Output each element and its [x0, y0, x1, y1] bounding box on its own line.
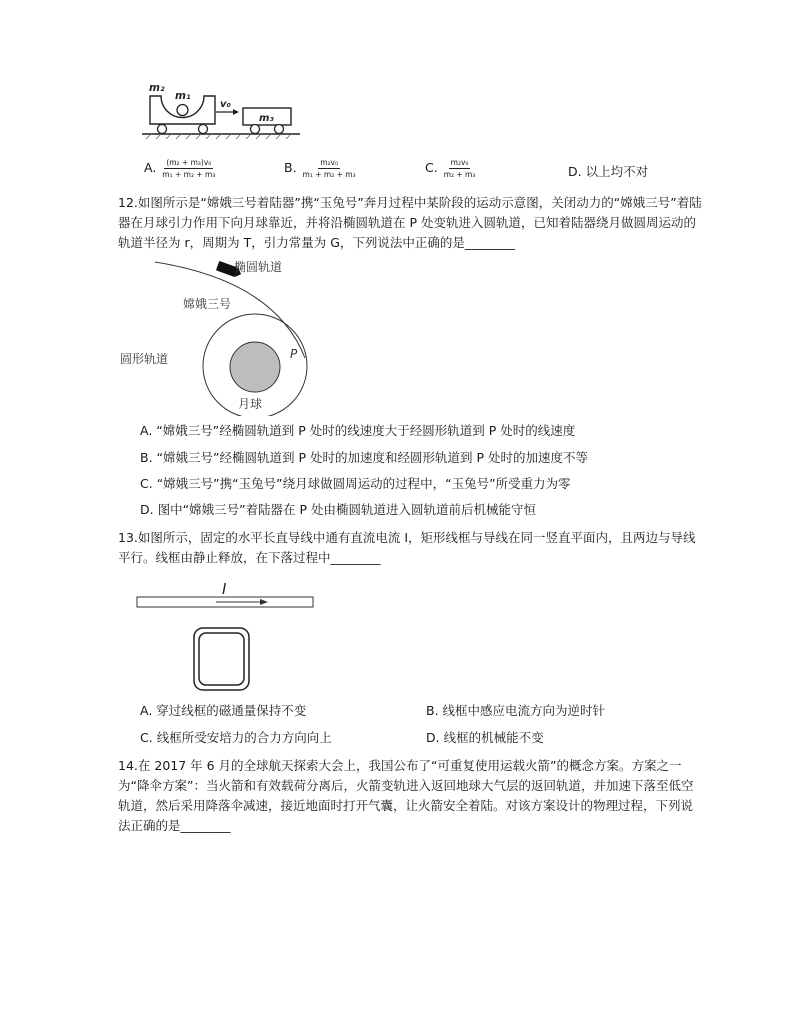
- option-letter: C.: [140, 476, 153, 491]
- option-text: 以上均不对: [585, 164, 649, 179]
- question-number: 12.: [118, 195, 138, 210]
- moon-label: 月球: [238, 397, 263, 411]
- option-text: 图中“嫦娥三号”着陆器在 P 处由椭圆轨道进入圆轨道前后机械能守恒: [157, 502, 537, 517]
- q13-option-c[interactable]: [140, 728, 332, 747]
- q13-figure: [136, 580, 320, 694]
- fraction-denominator: m₁ + m₂ + m₃: [162, 170, 216, 179]
- option-c-fraction: [442, 158, 478, 179]
- question-text: 如图所示是“嫦娥三号着陆器”携“玉兔号”奔月过程中某阶段的运动示意图，关闭动力的“嫦娥三号”着陆器在月球引力作用下向月球靠近，并将沿椭圆轨道在 P 处变轨进入圆轨道，已知着陆器绕月做圆周运动的轨道半径为 r，周期为 T，引力常量为 G，下列说法中正确的是________: [118, 195, 702, 250]
- option-letter: D.: [140, 502, 154, 517]
- q12-figure: [110, 256, 330, 416]
- option-letter: D.: [568, 164, 582, 179]
- question-text: 在 2017 年 6 月的全球航天探索大会上，我国公布了“可重复使用运载火箭”的概念方案。方案之一为“降伞方案”：当火箭和有效载荷分离后，火箭变轨进入返回地球大气层的返回轨道，并加速下落至低空轨道，然后采用降落伞减速，接近地面时打开气囊，让火箭安全着陆。对该方案设计的物理过程，下列说法正确的是________: [118, 758, 694, 833]
- ground-hatch: [146, 134, 291, 139]
- option-letter: B.: [140, 450, 153, 465]
- circular-orbit-label: 圆形轨道: [120, 352, 169, 366]
- option-b-fraction: [301, 158, 358, 179]
- fraction-denominator: m₁ + m₂ + m₃: [302, 170, 356, 179]
- option-letter: A.: [140, 423, 153, 438]
- q12-option-a[interactable]: [140, 421, 575, 440]
- q13-option-d[interactable]: [426, 728, 544, 747]
- option-letter: C.: [425, 160, 438, 175]
- q12-option-c[interactable]: [140, 474, 571, 493]
- wire-loop-outer: [194, 628, 249, 690]
- cart-m3-wheel-right: [275, 125, 284, 134]
- option-letter: A.: [144, 160, 157, 175]
- fraction-denominator: m₂ + m₃: [443, 170, 476, 179]
- fraction-numerator: m₂v₀: [320, 158, 338, 167]
- q13-stem: [118, 528, 704, 568]
- ellipse-orbit-label: 椭圆轨道: [234, 260, 283, 274]
- fraction-numerator: m₂v₀: [450, 158, 469, 167]
- label-m3: m₃: [259, 113, 274, 124]
- q12-option-b[interactable]: [140, 448, 588, 467]
- option-letter: B.: [426, 703, 439, 718]
- option-text: “嫦娥三号”经椭圆轨道到 P 处时的加速度和经圆形轨道到 P 处时的加速度不等: [156, 450, 588, 465]
- option-letter: D.: [426, 730, 440, 745]
- q11-option-d[interactable]: [568, 162, 648, 181]
- option-letter: C.: [140, 730, 153, 745]
- option-a-fraction: [160, 158, 217, 179]
- option-text: 线框中感应电流方向为逆时针: [442, 703, 606, 718]
- cart-m2-wheel-right: [199, 125, 208, 134]
- q14-stem: [118, 756, 704, 836]
- fraction-numerator: (m₂ + m₃)v₀: [166, 158, 212, 167]
- option-text: 线框所受安培力的合力方向向上: [156, 730, 332, 745]
- q12-option-d[interactable]: [140, 500, 536, 519]
- label-v0: v₀: [220, 99, 231, 110]
- q11-option-c[interactable]: [425, 158, 477, 179]
- option-letter: A.: [140, 703, 153, 718]
- craft-label: 嫦娥三号: [183, 297, 232, 311]
- q11-option-b[interactable]: [284, 158, 358, 179]
- question-number: 13.: [118, 530, 138, 545]
- q11-figure: [140, 78, 305, 140]
- question-text: 如图所示，固定的水平长直导线中通有直流电流 I，矩形线框与导线在同一竖直平面内，且两边与导线平行。线框由静止释放，在下落过程中________: [118, 530, 696, 565]
- velocity-arrowhead: [233, 109, 239, 115]
- moon: [230, 342, 280, 392]
- cart-m3-wheel-left: [251, 125, 260, 134]
- label-m1: m₁: [175, 90, 191, 102]
- question-number: 14.: [118, 758, 138, 773]
- option-text: 线框的机械能不变: [443, 730, 544, 745]
- option-text: “嫦娥三号”携“玉兔号”绕月球做圆周运动的过程中，“玉兔号”所受重力为零: [156, 476, 571, 491]
- q12-stem: [118, 193, 704, 253]
- option-text: 穿过线框的磁通量保持不变: [156, 703, 307, 718]
- ball-m1: [177, 105, 188, 116]
- q11-option-a[interactable]: [144, 158, 217, 179]
- q13-option-a[interactable]: [140, 701, 306, 720]
- option-letter: B.: [284, 160, 297, 175]
- option-text: “嫦娥三号”经椭圆轨道到 P 处时的线速度大于经圆形轨道到 P 处时的线速度: [156, 423, 576, 438]
- label-m2: m₂: [149, 82, 165, 94]
- q13-option-b[interactable]: [426, 701, 605, 720]
- point-p-label: P: [290, 347, 298, 361]
- current-label: I: [222, 580, 227, 598]
- cart-m2-wheel-left: [158, 125, 167, 134]
